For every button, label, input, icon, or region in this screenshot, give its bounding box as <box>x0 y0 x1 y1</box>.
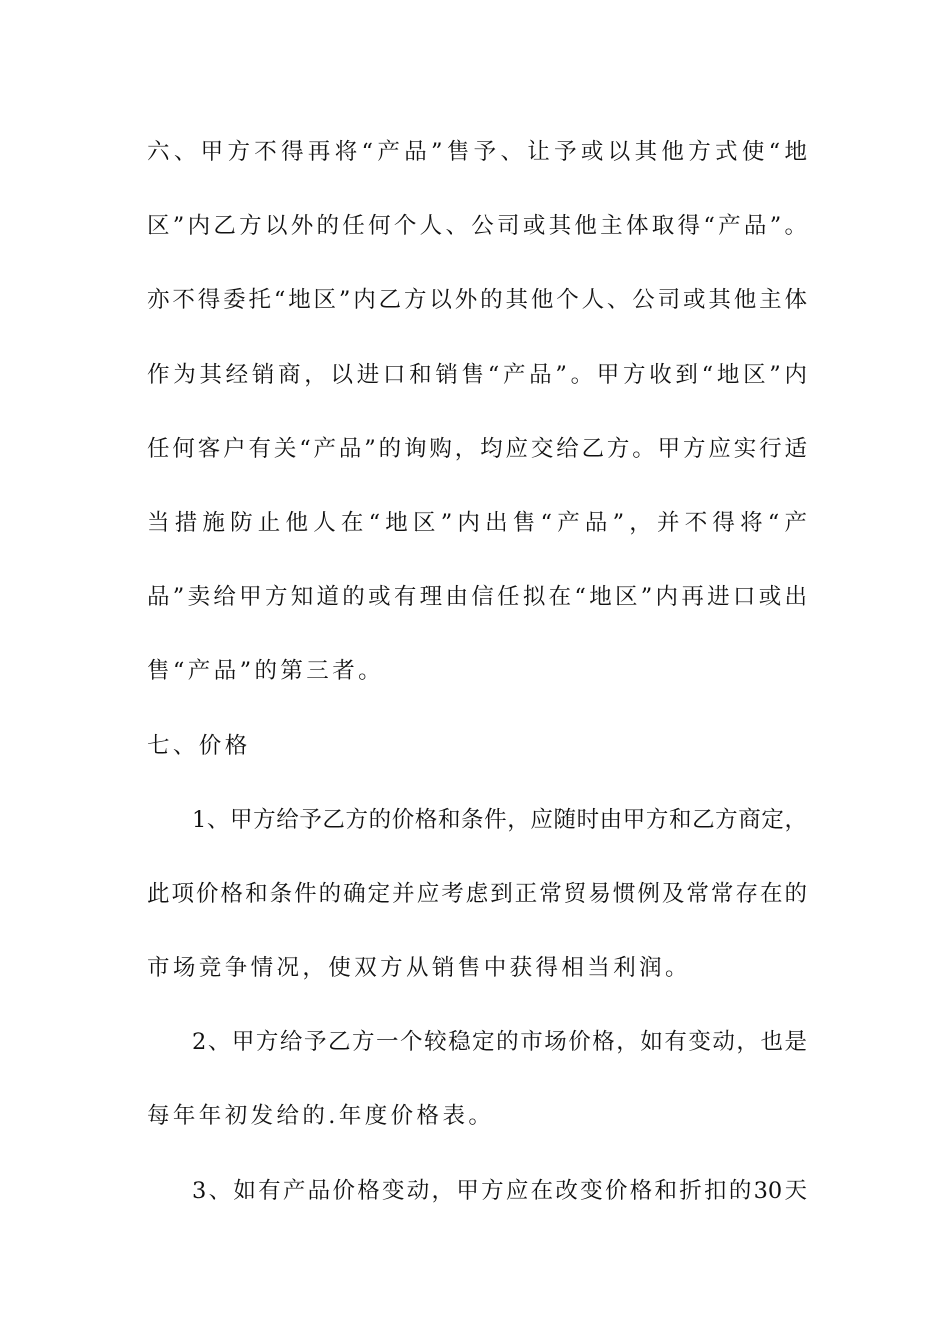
section-heading: 七、价格 <box>147 732 251 759</box>
paragraph-line: 任何客户有关“产品”的询购，均应交给乙方。甲方应实行适 <box>147 435 807 462</box>
paragraph-line: 每年年初发给的.年度价格表。 <box>147 1103 495 1130</box>
contract-text <box>147 130 807 1243</box>
paragraph-line: 作为其经销商，以进口和销售“产品”。甲方收到“地区”内 <box>147 361 807 388</box>
paragraph-line: 3、如有产品价格变动，甲方应在改变价格和折扣的30天 <box>192 1177 807 1204</box>
paragraph-line: 售“产品”的第三者。 <box>147 658 385 685</box>
paragraph-line: 六、甲方不得再将“产品”售予、让予或以其他方式使“地 <box>147 139 807 165</box>
paragraph-line: 2、甲方给予乙方一个较稳定的市场价格，如有变动，也是 <box>192 1029 807 1056</box>
paragraph-line: 区”内乙方以外的任何个人、公司或其他主体取得“产品”。 <box>147 213 807 240</box>
paragraph-line: 当措施防止他人在“地区”内出售“产品”，并不得将“产 <box>147 509 807 536</box>
paragraph-line: 品”卖给甲方知道的或有理由信任拟在“地区”内再进口或出 <box>147 584 807 611</box>
paragraph-line: 1、甲方给予乙方的价格和条件，应随时由甲方和乙方商定， <box>192 806 807 833</box>
paragraph-line: 此项价格和条件的确定并应考虑到正常贸易惯例及常常存在的 <box>147 880 807 907</box>
paragraph-line: 亦不得委托“地区”内乙方以外的其他个人、公司或其他主体 <box>147 287 807 314</box>
paragraph-line: 市场竞争情况，使双方从销售中获得相当利润。 <box>147 955 691 982</box>
